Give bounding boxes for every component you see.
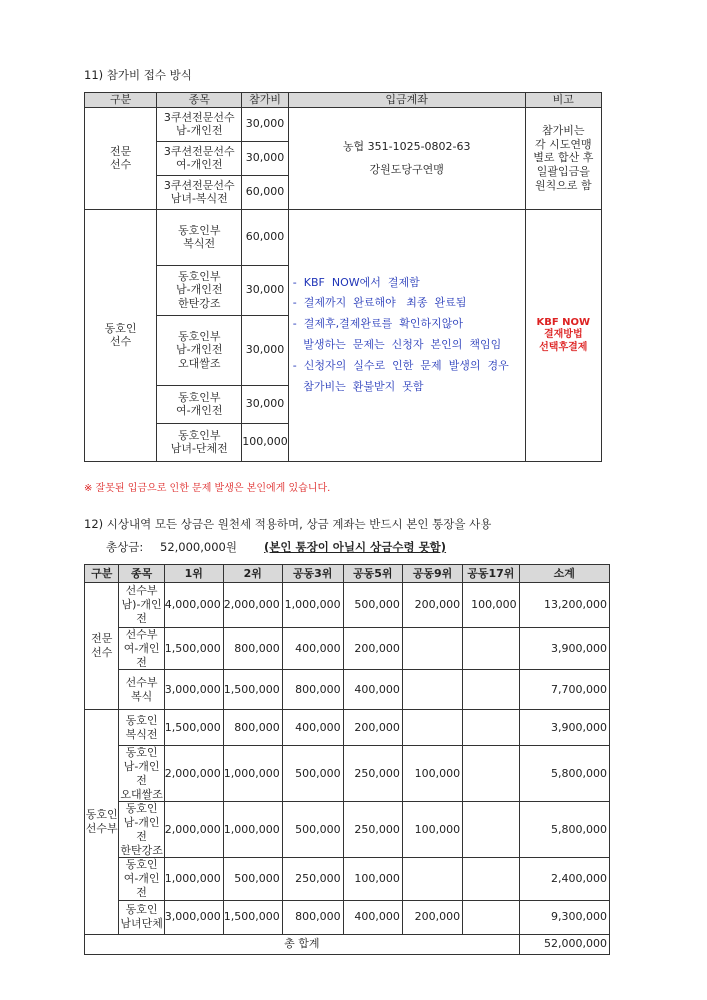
prize-subtotal: 7,700,000 [519,670,609,710]
prize-cell: 1,500,000 [164,710,223,746]
prize-cell: 800,000 [282,670,343,710]
prize-cell: 500,000 [343,583,402,628]
prize-header: 공동3위 [282,565,343,583]
prize-header: 2위 [223,565,282,583]
prize-cell: 1,000,000 [223,746,282,802]
prize-cell: 2,000,000 [164,746,223,802]
prize-header: 1위 [164,565,223,583]
prize-cell: 100,000 [402,746,462,802]
prize-header: 구분 [85,565,119,583]
total-prize-warning: (본인 통장이 아닐시 상금수령 못함) [264,540,447,554]
prize-event: 동호인 복식전 [119,710,164,746]
prize-am-label: 동호인 선수부 [85,710,119,934]
prize-cell: 2,000,000 [223,583,282,628]
prize-header: 공동5위 [343,565,402,583]
prize-event: 동호인 남-개인전 한탄강조 [120,802,163,857]
prize-pro-label: 전문 선수 [85,583,119,710]
table-row [85,934,610,954]
fee-amount-cell: 30,000 [242,107,289,141]
table-row [85,858,610,900]
payment-warning: ※ 잘못된 입금으로 인한 문제 발생은 본인에게 있습니다. [84,483,331,494]
prize-event: 선수부 복식 [119,670,164,710]
prize-cell: 1,000,000 [282,583,343,628]
fee-pro-note: 참가비는 각 시도연맹 별로 합산 후 일괄입금을 원칙으로 함 [525,107,601,209]
payment-line: 참가비는 환불받지 못함 [292,380,424,394]
fee-amount-cell: 30,000 [242,265,289,315]
prize-cell [402,858,462,900]
prize-header: 소계 [519,565,609,583]
section-11-title: 11) 참가비 접수 방식 [84,68,192,82]
prize-subtotal: 3,900,000 [519,628,609,670]
prize-cell: 250,000 [343,746,402,802]
table-row [85,628,610,670]
prize-cell: 100,000 [463,583,519,628]
prize-subtotal: 5,800,000 [519,802,609,858]
prize-event: 동호인 여-개인전 [119,858,164,900]
total-prize-value: 52,000,000원 [160,540,237,554]
fee-header-event: 종목 [157,93,242,108]
fee-amount-cell: 60,000 [242,175,289,209]
fee-table [84,92,602,462]
fee-event-cell: 동호인부 남녀-단체전 [157,423,242,461]
grand-total-value: 52,000,000 [519,934,609,954]
prize-event: 동호인 남녀단체 [119,900,164,934]
table-row [85,583,610,628]
prize-cell: 3,000,000 [164,670,223,710]
prize-subtotal: 3,900,000 [519,710,609,746]
prize-cell: 4,000,000 [164,583,223,628]
prize-cell: 250,000 [282,858,343,900]
fee-am-label: 동호인 선수 [85,209,157,461]
total-prize-label: 총상금: [106,540,144,554]
prize-subtotal: 2,400,000 [519,858,609,900]
fee-amount-cell: 30,000 [242,385,289,423]
payment-line: - 결제까지 완료해야 최종 완료됨 [292,296,467,310]
fee-event-cell: 동호인부 남-개인전 한탄강조 [157,265,242,315]
prize-subtotal: 9,300,000 [519,900,609,934]
prize-cell: 800,000 [282,900,343,934]
prize-cell [402,710,462,746]
account-number: 농협 351-1025-0802-63 [342,139,471,153]
prize-cell: 1,000,000 [164,858,223,900]
account-holder: 강원도당구연맹 [369,163,444,177]
fee-account-cell [288,107,525,209]
prize-header: 공동9위 [402,565,462,583]
prize-cell: 400,000 [282,710,343,746]
prize-cell: 500,000 [282,746,343,802]
prize-cell: 200,000 [402,583,462,628]
table-row [85,670,610,710]
prize-cell: 400,000 [282,628,343,670]
table-row [85,802,610,858]
fee-header-fee: 참가비 [242,93,289,108]
prize-subtotal: 13,200,000 [519,583,609,628]
prize-event: 선수부 남)-개인전 [119,583,164,628]
prize-cell: 100,000 [402,802,462,858]
table-row [85,900,610,934]
prize-cell: 1,500,000 [223,670,282,710]
fee-event-cell: 3쿠션전문선수 남녀-복식전 [157,175,242,209]
prize-cell: 1,000,000 [223,802,282,858]
prize-cell: 3,000,000 [164,900,223,934]
payment-line: - 결제후,결제완료를 확인하지않아 [292,317,464,331]
prize-header: 공동17위 [463,565,519,583]
prize-event: 동호인 남-개인전 오대쌀조 [120,746,163,801]
prize-cell [463,670,519,710]
prize-cell: 500,000 [282,802,343,858]
prize-cell [463,802,519,858]
section-12-title: 12) 시상내역 모든 상금은 원천세 적용하며, 상금 계좌는 반드시 본인 통장을 사용 [84,517,492,531]
prize-cell [402,628,462,670]
prize-cell: 1,500,000 [164,628,223,670]
fee-event-cell: 3쿠션전문선수 여-개인전 [157,141,242,175]
prize-cell: 1,500,000 [223,900,282,934]
prize-cell: 250,000 [343,802,402,858]
table-row [85,746,610,802]
fee-amount-cell: 100,000 [242,423,289,461]
fee-amount-cell: 60,000 [242,209,289,265]
fee-header-category: 구분 [85,93,157,108]
fee-event-cell: 동호인부 복식전 [157,209,242,265]
payment-line: - 신청자의 실수로 인한 문제 발생의 경우 [292,359,509,373]
prize-cell [463,710,519,746]
prize-cell: 800,000 [223,628,282,670]
prize-cell: 500,000 [223,858,282,900]
fee-event-cell: 동호인부 여-개인전 [157,385,242,423]
fee-header-account: 입금계좌 [288,93,525,108]
prize-cell [463,628,519,670]
fee-pro-label: 전문 선수 [85,107,157,209]
payment-line: - KBF NOW에서 결제함 [292,275,420,289]
prize-subtotal: 5,800,000 [519,746,609,802]
fee-am-note: KBF NOW 결재방법 선택후결제 [525,209,601,461]
fee-event-cell: 동호인부 남-개인전 오대쌀조 [157,315,242,385]
prize-cell: 800,000 [223,710,282,746]
grand-total-label: 총 합계 [85,934,520,954]
prize-cell: 400,000 [343,900,402,934]
prize-cell: 200,000 [343,628,402,670]
prize-cell: 200,000 [343,710,402,746]
fee-event-cell: 3쿠션전문선수 남-개인전 [157,107,242,141]
prize-cell [402,670,462,710]
prize-cell [463,746,519,802]
fee-header-note: 비고 [525,93,601,108]
prize-cell: 2,000,000 [164,802,223,858]
fee-amount-cell: 30,000 [242,141,289,175]
prize-event: 선수부 여-개인전 [119,628,164,670]
fee-payment-instructions [288,209,525,461]
table-row [85,710,610,746]
prize-cell: 100,000 [343,858,402,900]
prize-cell: 400,000 [343,670,402,710]
prize-table [84,564,610,955]
fee-amount-cell: 30,000 [242,315,289,385]
prize-cell: 200,000 [402,900,462,934]
payment-line: 발생하는 문제는 신청자 본인의 책임임 [292,338,502,352]
prize-header: 종목 [119,565,164,583]
prize-cell [463,900,519,934]
prize-cell [463,858,519,900]
